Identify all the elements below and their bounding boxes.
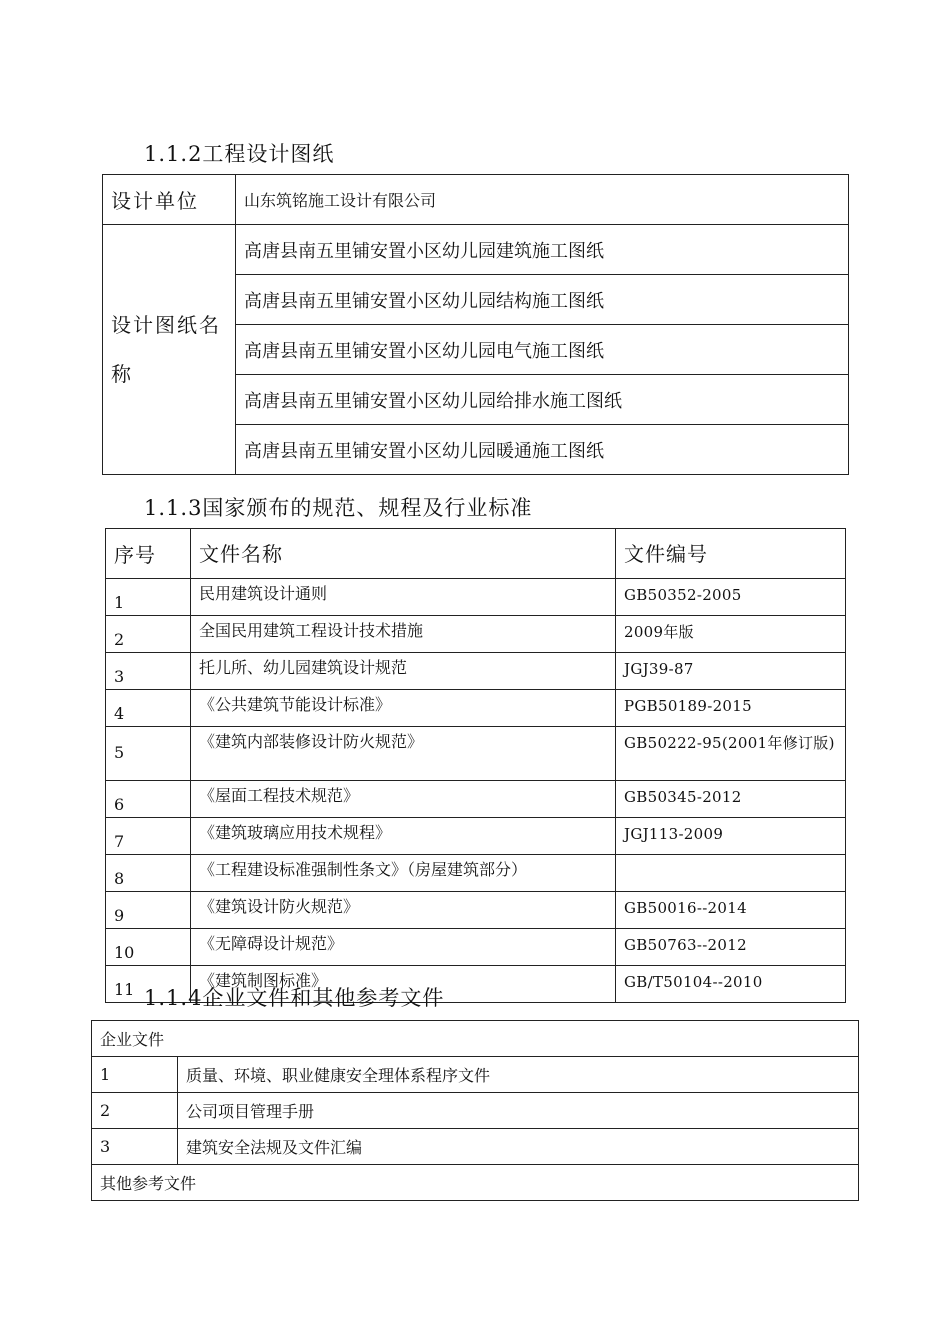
standards-header-row bbox=[106, 529, 846, 579]
standard-no: 4 bbox=[106, 690, 191, 727]
standard-name: 《建筑内部装修设计防火规范》 bbox=[191, 727, 616, 781]
standard-code: GB50345-2012 bbox=[616, 781, 846, 818]
drawing-name: 高唐县南五里铺安置小区幼儿园结构施工图纸 bbox=[236, 275, 849, 325]
enterprise-label: 企业文件 bbox=[92, 1021, 859, 1057]
standard-no: 8 bbox=[106, 855, 191, 892]
standard-name: 《建筑玻璃应用技术规程》 bbox=[191, 818, 616, 855]
standard-code: JGJ113-2009 bbox=[616, 818, 846, 855]
drawing-name: 高唐县南五里铺安置小区幼儿园给排水施工图纸 bbox=[236, 375, 849, 425]
design-unit-label: 设计单位 bbox=[103, 175, 236, 225]
enterprise-item-name: 质量、环境、职业健康安全理体系程序文件 bbox=[178, 1057, 859, 1093]
standard-row bbox=[106, 929, 846, 966]
standard-name: 全国民用建筑工程设计技术措施 bbox=[191, 616, 616, 653]
standard-row bbox=[106, 579, 846, 616]
enterprise-item-no: 2 bbox=[92, 1093, 178, 1129]
section-title-114: 1.1.4企业文件和其他参考文件 bbox=[144, 986, 445, 1010]
enterprise-item-no: 3 bbox=[92, 1129, 178, 1165]
design-unit-value: 山东筑铭施工设计有限公司 bbox=[236, 175, 849, 225]
header-name: 文件名称 bbox=[191, 529, 616, 579]
header-no: 序号 bbox=[106, 529, 191, 579]
standard-no: 1 bbox=[106, 579, 191, 616]
standard-code: GB50763--2012 bbox=[616, 929, 846, 966]
design-unit-row bbox=[103, 175, 849, 225]
enterprise-item-name: 建筑安全法规及文件汇编 bbox=[178, 1129, 859, 1165]
standard-code: GB50016--2014 bbox=[616, 892, 846, 929]
standard-row bbox=[106, 892, 846, 929]
standard-no: 11 bbox=[106, 966, 191, 1003]
enterprise-docs-table bbox=[91, 1020, 859, 1201]
drawing-name: 高唐县南五里铺安置小区幼儿园暖通施工图纸 bbox=[236, 425, 849, 475]
drawing-row bbox=[103, 225, 849, 275]
standard-code: GB50352-2005 bbox=[616, 579, 846, 616]
drawings-label: 设计图纸名称 bbox=[103, 225, 236, 475]
other-reference-label: 其他参考文件 bbox=[92, 1165, 859, 1201]
standard-code: JGJ39-87 bbox=[616, 653, 846, 690]
standard-name: 《工程建设标准强制性条文》（房屋建筑部分） bbox=[191, 855, 616, 892]
standard-name: 托儿所、幼儿园建筑设计规范 bbox=[191, 653, 616, 690]
standard-row bbox=[106, 653, 846, 690]
standard-no: 7 bbox=[106, 818, 191, 855]
standard-row bbox=[106, 690, 846, 727]
standard-name: 《建筑制图标准》 bbox=[191, 966, 616, 1003]
standard-name: 《公共建筑节能设计标准》 bbox=[191, 690, 616, 727]
enterprise-label-row bbox=[92, 1021, 859, 1057]
enterprise-item-row bbox=[92, 1129, 859, 1165]
standards-table bbox=[105, 528, 846, 1003]
enterprise-item-name: 公司项目管理手册 bbox=[178, 1093, 859, 1129]
standard-code: GB/T50104--2010 bbox=[616, 966, 846, 1003]
design-drawings-table bbox=[102, 174, 849, 475]
standard-no: 10 bbox=[106, 929, 191, 966]
standard-code bbox=[616, 855, 846, 892]
header-code: 文件编号 bbox=[616, 529, 846, 579]
standard-name: 《无障碍设计规范》 bbox=[191, 929, 616, 966]
standard-row bbox=[106, 855, 846, 892]
drawing-name: 高唐县南五里铺安置小区幼儿园电气施工图纸 bbox=[236, 325, 849, 375]
standard-row bbox=[106, 781, 846, 818]
standard-code: GB50222-95(2001年修订版) bbox=[616, 727, 846, 781]
standard-name: 民用建筑设计通则 bbox=[191, 579, 616, 616]
standard-no: 6 bbox=[106, 781, 191, 818]
standard-row bbox=[106, 818, 846, 855]
standard-row bbox=[106, 727, 846, 781]
standard-code: 2009年版 bbox=[616, 616, 846, 653]
section-title-113: 1.1.3国家颁布的规范、规程及行业标准 bbox=[144, 496, 533, 520]
standard-row bbox=[106, 616, 846, 653]
standard-no: 9 bbox=[106, 892, 191, 929]
standard-name: 《屋面工程技术规范》 bbox=[191, 781, 616, 818]
enterprise-item-row bbox=[92, 1093, 859, 1129]
standard-no: 5 bbox=[106, 727, 191, 781]
standard-code: PGB50189-2015 bbox=[616, 690, 846, 727]
drawing-name: 高唐县南五里铺安置小区幼儿园建筑施工图纸 bbox=[236, 225, 849, 275]
standard-no: 2 bbox=[106, 616, 191, 653]
enterprise-item-row bbox=[92, 1057, 859, 1093]
standard-no: 3 bbox=[106, 653, 191, 690]
standard-name: 《建筑设计防火规范》 bbox=[191, 892, 616, 929]
other-label-row bbox=[92, 1165, 859, 1201]
enterprise-item-no: 1 bbox=[92, 1057, 178, 1093]
section-title-112: 1.1.2工程设计图纸 bbox=[144, 142, 335, 166]
